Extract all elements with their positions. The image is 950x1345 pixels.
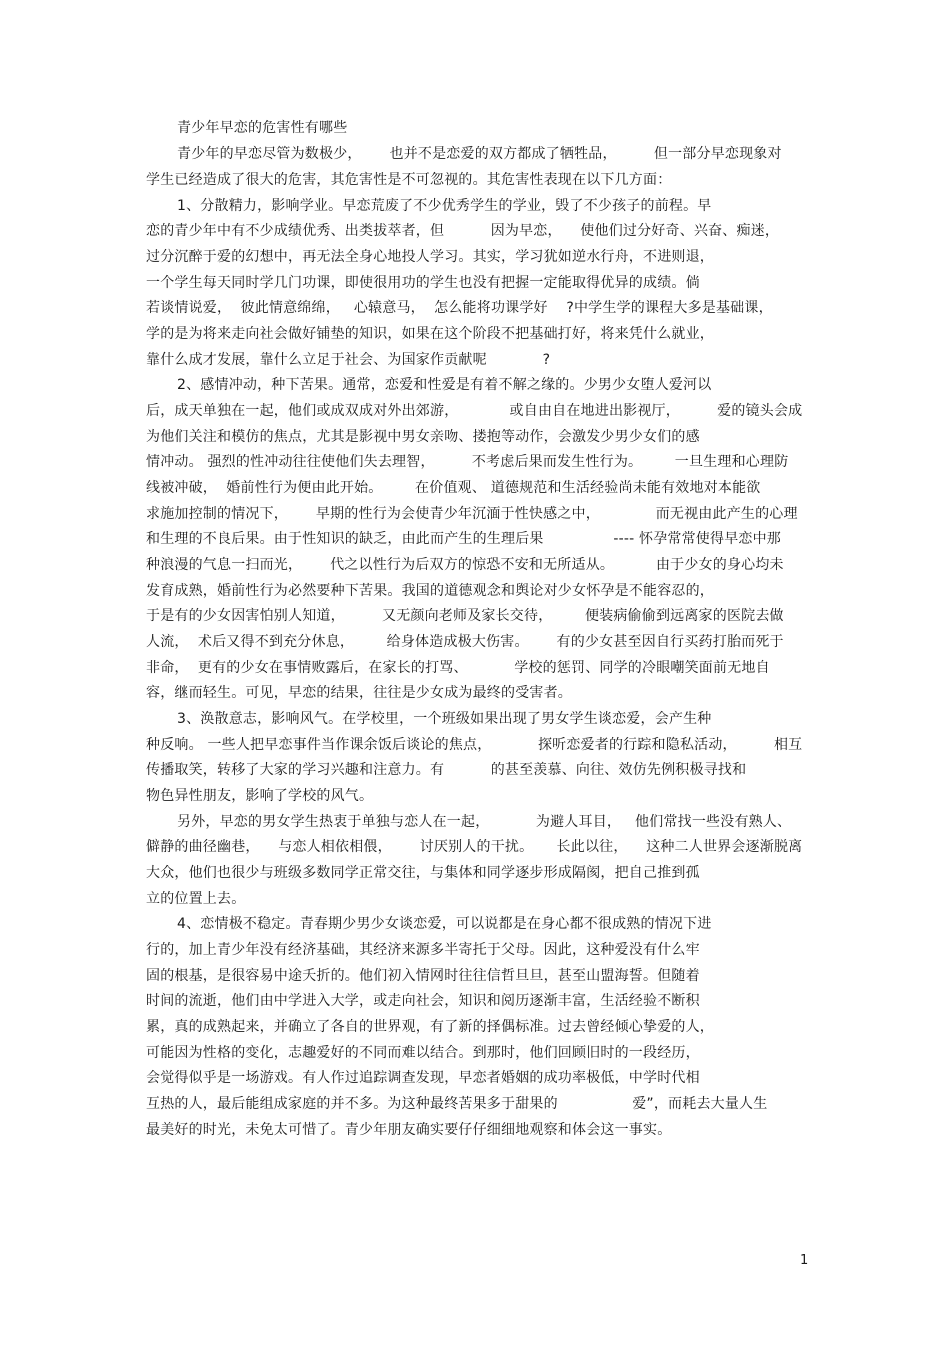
paragraph-line: 种反响。 一些人把早恋事件当作课余饭后谈论的焦点， 探听恋爱者的行踪和隐私活动， 相互 <box>146 737 803 753</box>
paragraph-line: 传播取笑，转移了大家的学习兴趣和注意力。有 的甚至羡慕、向往、效仿先例积极寻找和 <box>146 762 747 778</box>
paragraph-line: 种浪漫的气息一扫而光， 代之以性行为后双方的惊恐不安和无所适从。 由于少女的身心均未 <box>146 557 784 573</box>
paragraph-line: 一个学生每天同时学几门功课，即使很用功的学生也没有把握一定能取得优异的成绩。倘 <box>146 275 700 291</box>
paragraph-line: 4、恋情极不稳定。青春期少男少女谈恋爱，可以说都是在身心都不很成熟的情况下进 <box>177 916 712 932</box>
paragraph-line: 僻静的曲径幽巷， 与恋人相依相偎， 讨厌别人的干扰。 长此以往， 这种二人世界会逐渐脱离 <box>146 839 803 855</box>
paragraph-line: 大众，他们也很少与班级多数同学正常交往，与集体和同学逐步形成隔阂，把自己推到孤 <box>146 865 700 881</box>
paragraph-line: 情冲动。 强烈的性冲动往往使他们失去理智， 不考虑后果而发生性行为。 一旦生理和心理防 <box>146 454 789 470</box>
paragraph-line: 于是有的少女因害怕别人知道， 又无颜向老师及家长交待， 便装病偷偷到远离家的医院去做 <box>146 608 784 624</box>
paragraph-line: 非命， 更有的少女在事情败露后，在家长的打骂、 学校的惩罚、同学的冷眼嘲笑面前无地自 <box>146 660 770 676</box>
paragraph-line: 会觉得似乎是一场游戏。有人作过追踪调查发现，早恋者婚姻的成功率极低，中学时代相 <box>146 1070 700 1086</box>
paragraph-line: 固的根基，是很容易中途夭折的。他们初入情网时往往信哲旦旦，甚至山盟海誓。但随着 <box>146 968 700 984</box>
paragraph-line: 线被冲破， 婚前性行为便由此开始。 在价值观、 道德规范和生活经验尚未能有效地对本能欲 <box>146 480 761 496</box>
paragraph-line: 为他们关注和模仿的焦点，尤其是影视中男女亲吻、搂抱等动作，会激发少男少女们的感 <box>146 429 700 445</box>
paragraph-line: 行的，加上青少年没有经济基础，其经济来源多半寄托于父母。因此，这种爱没有什么牢 <box>146 942 700 958</box>
paragraph-line: 后，成天单独在一起，他们或成双成对外出郊游， 或自由自在地进出影视厅， 爱的镜头会成 <box>146 403 803 419</box>
paragraph-line: 立的位置上去。 <box>146 891 246 907</box>
paragraph-line: 容，继而轻生。可见，早恋的结果，往往是少女成为最终的受害者。 <box>146 685 572 701</box>
paragraph-line: 若谈情说爱， 彼此情意绵绵， 心辕意马， 怎么能将功课学好 ?中学生学的课程大多是基础课， <box>146 300 773 316</box>
paragraph-line: 另外，早恋的男女学生热衷于单独与恋人在一起， 为避人耳目， 他们常找一些没有熟人、 <box>177 814 792 830</box>
paragraph-line: 2、感情冲动，种下苦果。通常，恋爱和性爱是有着不解之缘的。少男少女堕人爱河以 <box>177 377 712 393</box>
paragraph-line: 青少年的早恋尽管为数极少， 也并不是恋爱的双方都成了牺牲品， 但一部分早恋现象对 <box>177 146 782 162</box>
paragraph-line: 学生已经造成了很大的危害，其危害性是不可忽视的。其危害性表现在以下几方面： <box>146 172 672 188</box>
paragraph-line: 物色异性朋友，影响了学校的风气。 <box>146 788 374 804</box>
paragraph-line: 可能因为性格的变化，志趣爱好的不同而难以结合。到那时，他们回顾旧时的一段经历， <box>146 1045 700 1061</box>
paragraph-line: 累，真的成熟起来，并确立了各自的世界观，有了新的择偶标准。过去曾经倾心挚爱的人， <box>146 1019 714 1035</box>
document-title: 青少年早恋的危害性有哪些 <box>177 120 348 136</box>
paragraph-line: 时间的流逝，他们由中学进入大学，或走向社会，知识和阅历逐渐丰富，生活经验不断积 <box>146 993 700 1009</box>
paragraph-line: 求施加控制的情况下， 早期的性行为会使青少年沉湎于性快感之中， 而无视由此产生的心理 <box>146 506 798 522</box>
page-number: 1 <box>800 1253 809 1268</box>
paragraph-line: 最美好的时光，未免太可惜了。青少年朋友确实要仔仔细细地观察和体会这一事实。 <box>146 1122 672 1138</box>
paragraph-line: 过分沉醉于爱的幻想中，再无法全身心地投人学习。其实，学习犹如逆水行舟，不进则退， <box>146 249 714 265</box>
paragraph-line: 互热的人，最后能组成家庭的并不多。为这种最终苦果多于甜果的 爱”，而耗去大量人生 <box>146 1096 768 1112</box>
paragraph-line: 和生理的不良后果。由于性知识的缺乏，由此而产生的生理后果 ---- 怀孕常常使得早恋中那 <box>146 531 782 547</box>
paragraph-line: 恋的青少年中有不少成绩优秀、出类拔萃者，但 因为早恋， 使他们过分好奇、兴奋、痴迷， <box>146 223 780 239</box>
paragraph-line: 人流， 术后又得不到充分休息， 给身体造成极大伤害。 有的少女甚至因自行买药打胎而死于 <box>146 634 784 650</box>
paragraph-line: 3、涣散意志，影响风气。在学校里，一个班级如果出现了男女学生谈恋爱，会产生种 <box>177 711 712 727</box>
paragraph-line: 靠什么成才发展，靠什么立足于社会、为国家作贡献呢 ? <box>146 352 551 368</box>
paragraph-line: 发育成熟，婚前性行为必然要种下苦果。我国的道德观念和舆论对少女怀孕是不能容忍的， <box>146 583 714 599</box>
paragraph-line: 学的是为将来走向社会做好铺垫的知识，如果在这个阶段不把基础打好，将来凭什么就业， <box>146 326 714 342</box>
paragraph-line: 1、分散精力，影响学业。早恋荒废了不少优秀学生的学业，毁了不少孩子的前程。早 <box>177 198 712 214</box>
